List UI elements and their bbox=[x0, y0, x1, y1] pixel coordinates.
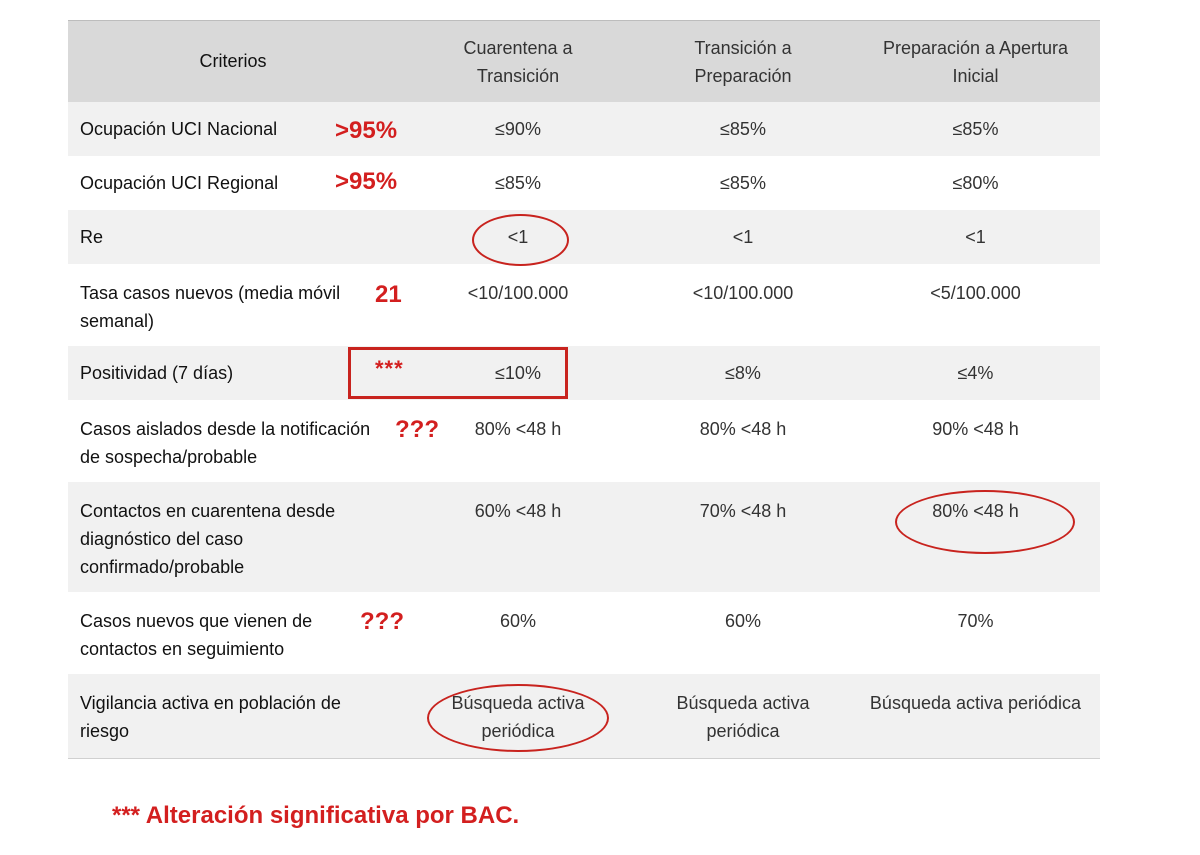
transicion-cell: ≤85% bbox=[720, 119, 766, 139]
criterio-text: diagnóstico del caso bbox=[80, 529, 244, 549]
header-transicion-line1: Transición a bbox=[694, 38, 792, 58]
criterio-text: de sospecha/probable bbox=[80, 447, 258, 467]
table-row bbox=[68, 102, 1100, 157]
criterio-text: Tasa casos nuevos (media móvil bbox=[80, 283, 341, 303]
criterio-text: confirmado/probable bbox=[80, 557, 245, 577]
annotation-casos-aislados: ??? bbox=[395, 416, 439, 443]
criterio-text: Casos aislados desde la notificación bbox=[80, 419, 371, 439]
cell-text: Búsqueda activa bbox=[451, 693, 585, 713]
annotation-casos-nuevos: ??? bbox=[360, 608, 404, 635]
transicion-cell: ≤85% bbox=[720, 173, 766, 193]
table-row bbox=[68, 346, 1100, 401]
header-preparacion-line2: Inicial bbox=[952, 66, 999, 86]
transicion-cell: 60% bbox=[724, 611, 762, 631]
criterio-text: Vigilancia activa en población de bbox=[80, 693, 341, 713]
criterio-cell bbox=[68, 674, 398, 745]
preparacion-cell: 90% <48 h bbox=[932, 419, 1019, 439]
preparacion-cell: ≤4% bbox=[957, 363, 994, 383]
table-row bbox=[68, 264, 1100, 347]
table-row bbox=[68, 400, 1100, 483]
transicion-cell: ≤8% bbox=[725, 363, 761, 383]
transicion-cell: 80% <48 h bbox=[699, 419, 787, 439]
criterio-text: riesgo bbox=[80, 721, 130, 741]
annotation-uci-nacional: >95% bbox=[335, 117, 398, 144]
header-preparacion bbox=[863, 21, 1088, 90]
annotation-positividad: *** bbox=[375, 356, 404, 381]
cell-text: Búsqueda activa bbox=[676, 693, 810, 713]
cuarentena-cell bbox=[413, 674, 623, 745]
criterio-cell bbox=[68, 346, 398, 387]
header-transicion-line2: Preparación bbox=[694, 66, 792, 86]
table-row bbox=[68, 482, 1100, 593]
transicion-cell: <10/100.000 bbox=[692, 283, 794, 303]
preparacion-cell: Búsqueda activa periódica bbox=[869, 693, 1082, 713]
transicion-cell bbox=[638, 674, 848, 745]
annotation-uci-regional: >95% bbox=[335, 168, 398, 195]
transicion-cell: <1 bbox=[732, 227, 754, 247]
cuarentena-cell: ≤85% bbox=[495, 173, 541, 193]
cell-text: periódica bbox=[706, 721, 780, 741]
criterio-cell bbox=[68, 400, 398, 471]
cuarentena-cell: ≤10% bbox=[495, 363, 541, 383]
criterio-text: Ocupación UCI Nacional bbox=[80, 119, 278, 139]
criterio-text: Re bbox=[80, 227, 104, 247]
cuarentena-cell: ≤90% bbox=[495, 119, 541, 139]
criterio-text: semanal) bbox=[80, 311, 155, 331]
footnote: *** Alteración significativa por BAC. bbox=[112, 802, 520, 829]
criterio-text: contactos en seguimiento bbox=[80, 639, 285, 659]
preparacion-cell: 80% <48 h bbox=[932, 501, 1019, 521]
annotation-tasa-casos: 21 bbox=[375, 281, 402, 308]
header-cuarentena-line1: Cuarentena a bbox=[463, 38, 573, 58]
cuarentena-cell: <10/100.000 bbox=[467, 283, 569, 303]
cuarentena-cell: 80% <48 h bbox=[474, 419, 562, 439]
table-row bbox=[68, 156, 1100, 211]
preparacion-cell: 70% bbox=[957, 611, 994, 631]
criterio-text: Ocupación UCI Regional bbox=[80, 173, 279, 193]
transicion-cell: 70% <48 h bbox=[699, 501, 787, 521]
cuarentena-cell: <1 bbox=[507, 227, 529, 247]
criterio-cell bbox=[68, 210, 398, 251]
header-criterios: Criterios bbox=[199, 51, 267, 71]
preparacion-cell: ≤80% bbox=[952, 173, 999, 193]
preparacion-cell: <5/100.000 bbox=[930, 283, 1021, 303]
criterio-text: Positividad (7 días) bbox=[80, 363, 234, 383]
criterio-cell bbox=[68, 264, 398, 335]
preparacion-cell: <1 bbox=[965, 227, 986, 247]
preparacion-cell: ≤85% bbox=[952, 119, 999, 139]
criterio-text: Casos nuevos que vienen de bbox=[80, 611, 313, 631]
table-row bbox=[68, 592, 1100, 675]
criterio-cell bbox=[68, 482, 398, 581]
criterio-text: Contactos en cuarentena desde bbox=[80, 501, 336, 521]
table-row bbox=[68, 674, 1100, 759]
cell-text: periódica bbox=[481, 721, 555, 741]
criterio-cell bbox=[68, 592, 398, 663]
table-header-row bbox=[68, 20, 1100, 104]
table-row bbox=[68, 210, 1100, 265]
header-transicion bbox=[638, 21, 848, 90]
header-cuarentena bbox=[413, 21, 623, 90]
cuarentena-cell: 60% <48 h bbox=[474, 501, 562, 521]
header-cuarentena-line2: Transición bbox=[476, 66, 560, 86]
cuarentena-cell: 60% bbox=[499, 611, 537, 631]
header-preparacion-line1: Preparación a Apertura bbox=[882, 38, 1069, 58]
